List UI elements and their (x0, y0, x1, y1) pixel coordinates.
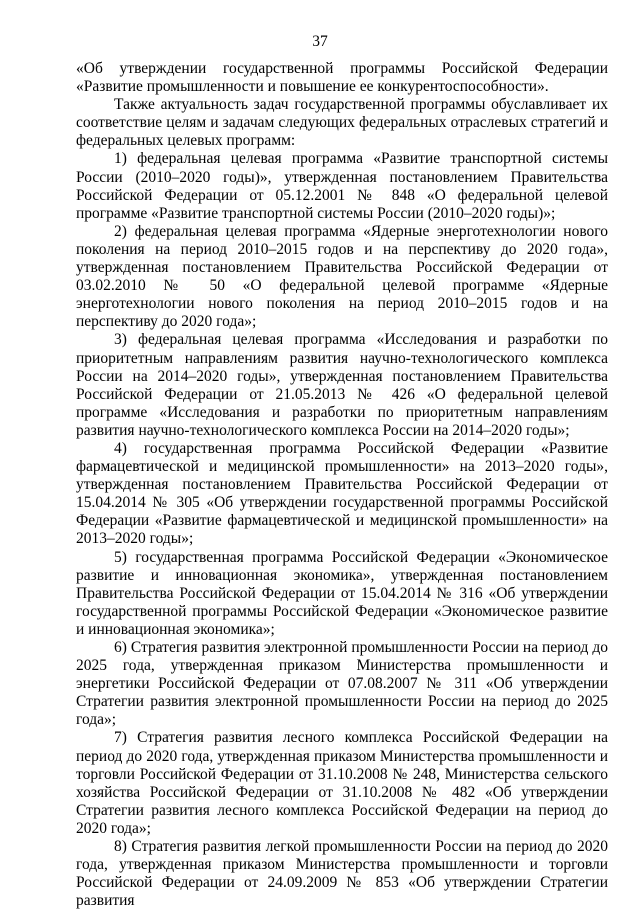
list-item-7: 7) Стратегия развития лесного комплекса Российской Федерации на период до 2020 года, утвержденная приказом Министерства промышленности и торговли Российской Федерации от 31.10.2008 № 248, Министерства сельского хозяйства Российской Федерации от 31.10.2008 № 482 «Об утверждении Стратегии развития лесного комплекса Российской Федерации на период до 2020 года»; (76, 729, 608, 837)
list-item-4: 4) государственная программа Российской Федерации «Развитие фармацевтической и медицинской промышленности» на 2013–2020 годы», утвержденная постановлением Правительства Российской Федерации от 15.04.2014 № 305 «Об утверждении государственной программы Российской Федерации «Развитие фармацевтической и медицинской промышленности» на 2013–2020 годы»; (76, 439, 608, 548)
list-item-2: 2) федеральная целевая программа «Ядерные энерготехнологии нового поколения на период 2010–2015 годов и на перспективу до 2020 года», утвержденная постановлением Правительства Российской Федерации от 03.02.2010 № 50 «О федеральной целевой программе «Ядерные энерготехнологии нового поколения на период 2010–2015 годов и на перспективу до 2020 года»; (76, 222, 608, 331)
page-number: 37 (312, 33, 328, 50)
list-item-8: 8) Стратегия развития легкой промышленности России на период до 2020 года, утвержденная приказом Министерства промышленности и торговли Российской Федерации от 24.09.2009 № 853 «Об утверждении Стратегии развития (76, 838, 608, 910)
list-item-5: 5) государственная программа Российской Федерации «Экономическое развитие и инновационная экономика», утвержденная постановлением Правительства Российской Федерации от 15.04.2014 № 316 «Об утверждении государственной программы Российской Федерации «Экономическое развитие и инновационная экономика»; (76, 548, 608, 638)
document-body (76, 60, 608, 910)
paragraph-continuation: «Об утверждении государственной программы Российской Федерации «Развитие промышленности и повышение ее конкурентоспособности». (76, 60, 608, 96)
list-item-1: 1) федеральная целевая программа «Развитие транспортной системы России (2010–2020 годы)», утвержденная постановлением Правительства Российской Федерации от 05.12.2001 № 848 «О федеральной целевой программе «Развитие транспортной системы России (2010–2020 годы)»; (76, 150, 608, 222)
list-item-6: 6) Стратегия развития электронной промышленности России на период до 2025 года, утвержденная приказом Министерства промышленности и энергетики Российской Федерации от 07.08.2007 № 311 «Об утверждении Стратегии развития электронной промышленности России на период до 2025 года»; (76, 639, 608, 729)
list-item-3: 3) федеральная целевая программа «Исследования и разработки по приоритетным направлениям развития научно-технологического комплекса России на 2014–2020 годы», утвержденная постановлением Правительства Российской Федерации от 21.05.2013 № 426 «О федеральной целевой программе «Исследования и разработки по приоритетным направлениям развития научно-технологического комплекса России на 2014–2020 годы»; (76, 331, 608, 439)
paragraph-intro: Также актуальность задач государственной программы обуславливает их соответствие целям и задачам следующих федеральных отраслевых стратегий и федеральных целевых программ: (76, 96, 608, 150)
